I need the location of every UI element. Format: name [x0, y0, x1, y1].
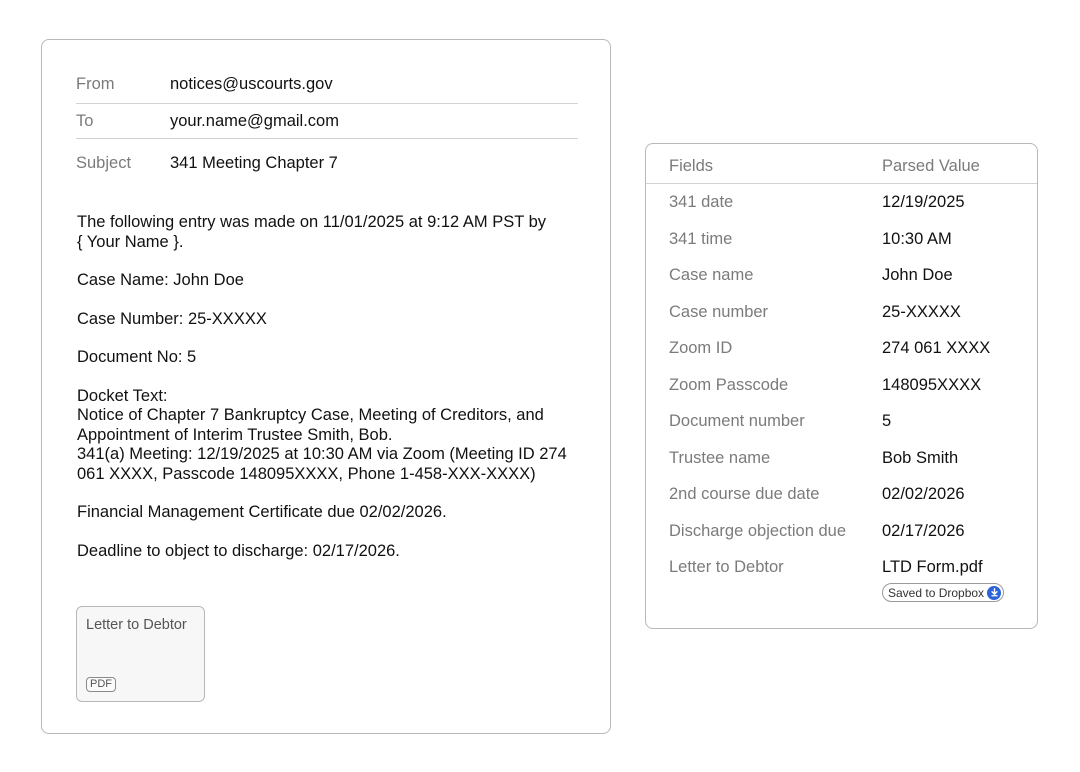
attachment-title: Letter to Debtor [86, 617, 187, 633]
table-row [646, 513, 1037, 549]
field-name: Document number [669, 412, 805, 430]
dropbox-download-icon [987, 586, 1001, 600]
financial-line: Financial Management Certificate due 02/02/2026. [77, 503, 447, 521]
table-row [646, 403, 1037, 439]
field-value: 12/19/2025 [882, 193, 965, 211]
field-value: John Doe [882, 266, 953, 284]
intro-paragraph [77, 213, 587, 252]
saved-to-dropbox-badge[interactable] [882, 583, 1004, 602]
field-value: 10:30 AM [882, 229, 952, 248]
table-row [646, 257, 1037, 293]
parsed-value-column-header: Parsed Value [882, 157, 980, 175]
saved-badge-label: Saved to Dropbox [888, 585, 985, 600]
parsed-fields-table [645, 143, 1038, 629]
table-row [646, 221, 1037, 257]
field-name: Trustee name [669, 448, 771, 467]
docket-line-2: Appointment of Interim Trustee Smith, Bob. [77, 425, 393, 444]
field-value: 02/02/2026 [882, 485, 965, 503]
case-name-line: Case Name: John Doe [77, 271, 244, 289]
docket-paragraph [77, 387, 587, 485]
table-row [646, 476, 1037, 512]
field-value: 148095XXXX [882, 375, 982, 394]
field-name: Discharge objection due [669, 521, 847, 540]
field-name: 341 date [669, 193, 734, 211]
field-value: 25-XXXXX [882, 302, 961, 321]
intro-line-2: { Your Name }. [77, 232, 184, 251]
field-value: 02/17/2026 [882, 521, 965, 540]
field-name: Zoom Passcode [669, 375, 789, 394]
field-name: 2nd course due date [669, 485, 820, 503]
docket-heading: Docket Text: [77, 386, 168, 405]
intro-line-1: The following entry was made on 11/01/2025 at 9:12 AM PST by [77, 213, 547, 231]
fields-column-header: Fields [669, 157, 714, 175]
subject-value: 341 Meeting Chapter 7 [170, 154, 338, 172]
field-value: 274 061 XXXX [882, 339, 991, 357]
table-row [646, 184, 1037, 220]
field-name: Case number [669, 302, 769, 321]
table-row [646, 330, 1037, 366]
field-name: Zoom ID [669, 339, 733, 357]
field-value: Bob Smith [882, 448, 959, 467]
table-row [646, 440, 1037, 476]
email-from-row [76, 65, 578, 104]
case-number-line: Case Number: 25-XXXXX [77, 309, 267, 328]
attachment-letter-to-debtor[interactable] [76, 606, 205, 702]
docket-line-3: 341(a) Meeting: 12/19/2025 at 10:30 AM via Zoom (Meeting ID 274 [77, 445, 567, 463]
table-row [646, 367, 1037, 403]
docket-line-1: Notice of Chapter 7 Bankruptcy Case, Meeting of Creditors, and [77, 406, 544, 424]
ltd-form-link[interactable]: LTD Form.pdf [882, 558, 983, 576]
docket-line-4: 061 XXXX, Passcode 148095XXXX, Phone 1-458-XXX-XXXX) [77, 464, 536, 483]
table-header [646, 144, 1037, 184]
table-row [646, 549, 1037, 585]
to-label: To [76, 111, 94, 130]
email-panel [41, 39, 611, 734]
field-name: Letter to Debtor [669, 558, 784, 576]
field-value: 5 [882, 412, 892, 430]
to-value[interactable]: your.name@gmail.com [170, 111, 339, 130]
pdf-file-icon: PDF [86, 677, 116, 692]
email-to-row [76, 104, 578, 139]
from-value[interactable]: notices@uscourts.gov [170, 74, 333, 93]
email-body [77, 213, 587, 561]
field-name: Case name [669, 266, 754, 284]
from-label: From [76, 74, 115, 93]
deadline-line: Deadline to object to discharge: 02/17/2026. [77, 541, 400, 560]
table-row [646, 294, 1037, 330]
email-subject-row [76, 144, 578, 183]
field-name: 341 time [669, 229, 733, 248]
document-no-line: Document No: 5 [77, 348, 197, 366]
subject-label: Subject [76, 154, 132, 172]
